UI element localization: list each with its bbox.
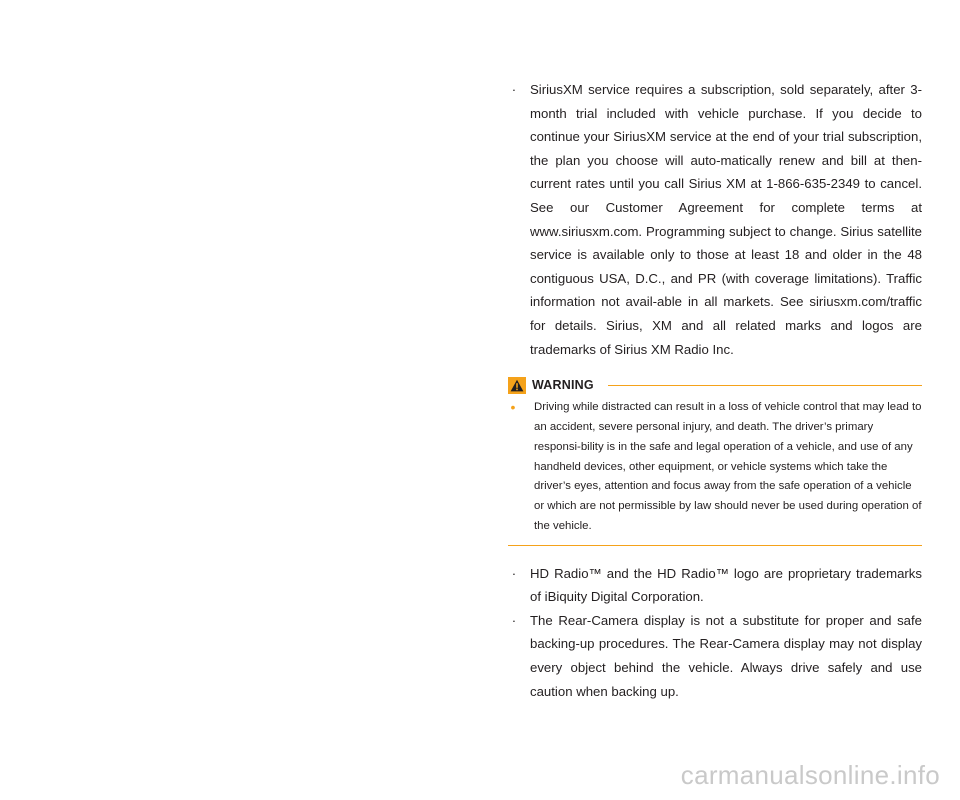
- rear-camera-notice: [508, 609, 922, 703]
- warning-text: Driving while distracted can result in a loss of vehicle control that may lead to an accident, severe personal injury, and death. The driver’s primary responsi-bility is in the safe and legal operation of a vehicle, and use of any handheld devices, other equipment, or vehicle systems which take the driver’s eyes, attention and focus away from the safe operation of a vehicle or which are not permissible by law should never be used during operation of the vehicle.: [534, 401, 922, 532]
- warning-bullet-marker: •: [510, 399, 516, 416]
- watermark: carmanualsonline.info: [680, 760, 940, 790]
- content-column: [508, 78, 922, 703]
- bullet-marker: ·: [511, 82, 517, 97]
- bullet-marker: ·: [511, 612, 517, 628]
- warning-top-divider: [608, 385, 922, 386]
- warning-triangle-glyph: [510, 379, 524, 392]
- siriusxm-notice: [508, 78, 922, 361]
- warning-title: WARNING: [532, 378, 594, 393]
- bullet-marker: ·: [511, 565, 517, 581]
- hd-radio-notice-text: HD Radio™ and the HD Radio™ logo are proprietary trademarks of iBiquity Digital Corporation.: [530, 565, 922, 605]
- warning-text-item: [508, 398, 922, 537]
- warning-triangle-icon: [508, 377, 526, 394]
- warning-bottom-divider: [508, 545, 922, 546]
- warning-header: [508, 376, 922, 394]
- rear-camera-notice-text: The Rear-Camera display is not a substitute for proper and safe backing-up procedures. The Rear-Camera display may not display every object behind the vehicle. Always drive safely and use caution when backing up.: [530, 612, 922, 699]
- siriusxm-notice-text: SiriusXM service requires a subscription, sold separately, after 3-month trial included with vehicle purchase. If you decide to continue your SiriusXM service at the end of your trial subscription, the plan you choose will auto-matically renew and bill at then-current rates until you call Sirius XM at 1-866-635-2349 to cancel. See our Customer Agreement for complete terms at www.siriusxm.com. Programming subject to change. Sirius satellite service is available only to those at least 18 and older in the 48 contiguous USA, D.C., and PR (with coverage limitations). Traffic information not avail-able in all markets. See siriusxm.com/traffic for details. Sirius, XM and all related marks and logos are trademarks of Sirius XM Radio Inc.: [530, 82, 922, 357]
- hd-radio-notice: [508, 562, 922, 609]
- trademark-notices: [508, 562, 922, 704]
- warning-box: [508, 376, 922, 546]
